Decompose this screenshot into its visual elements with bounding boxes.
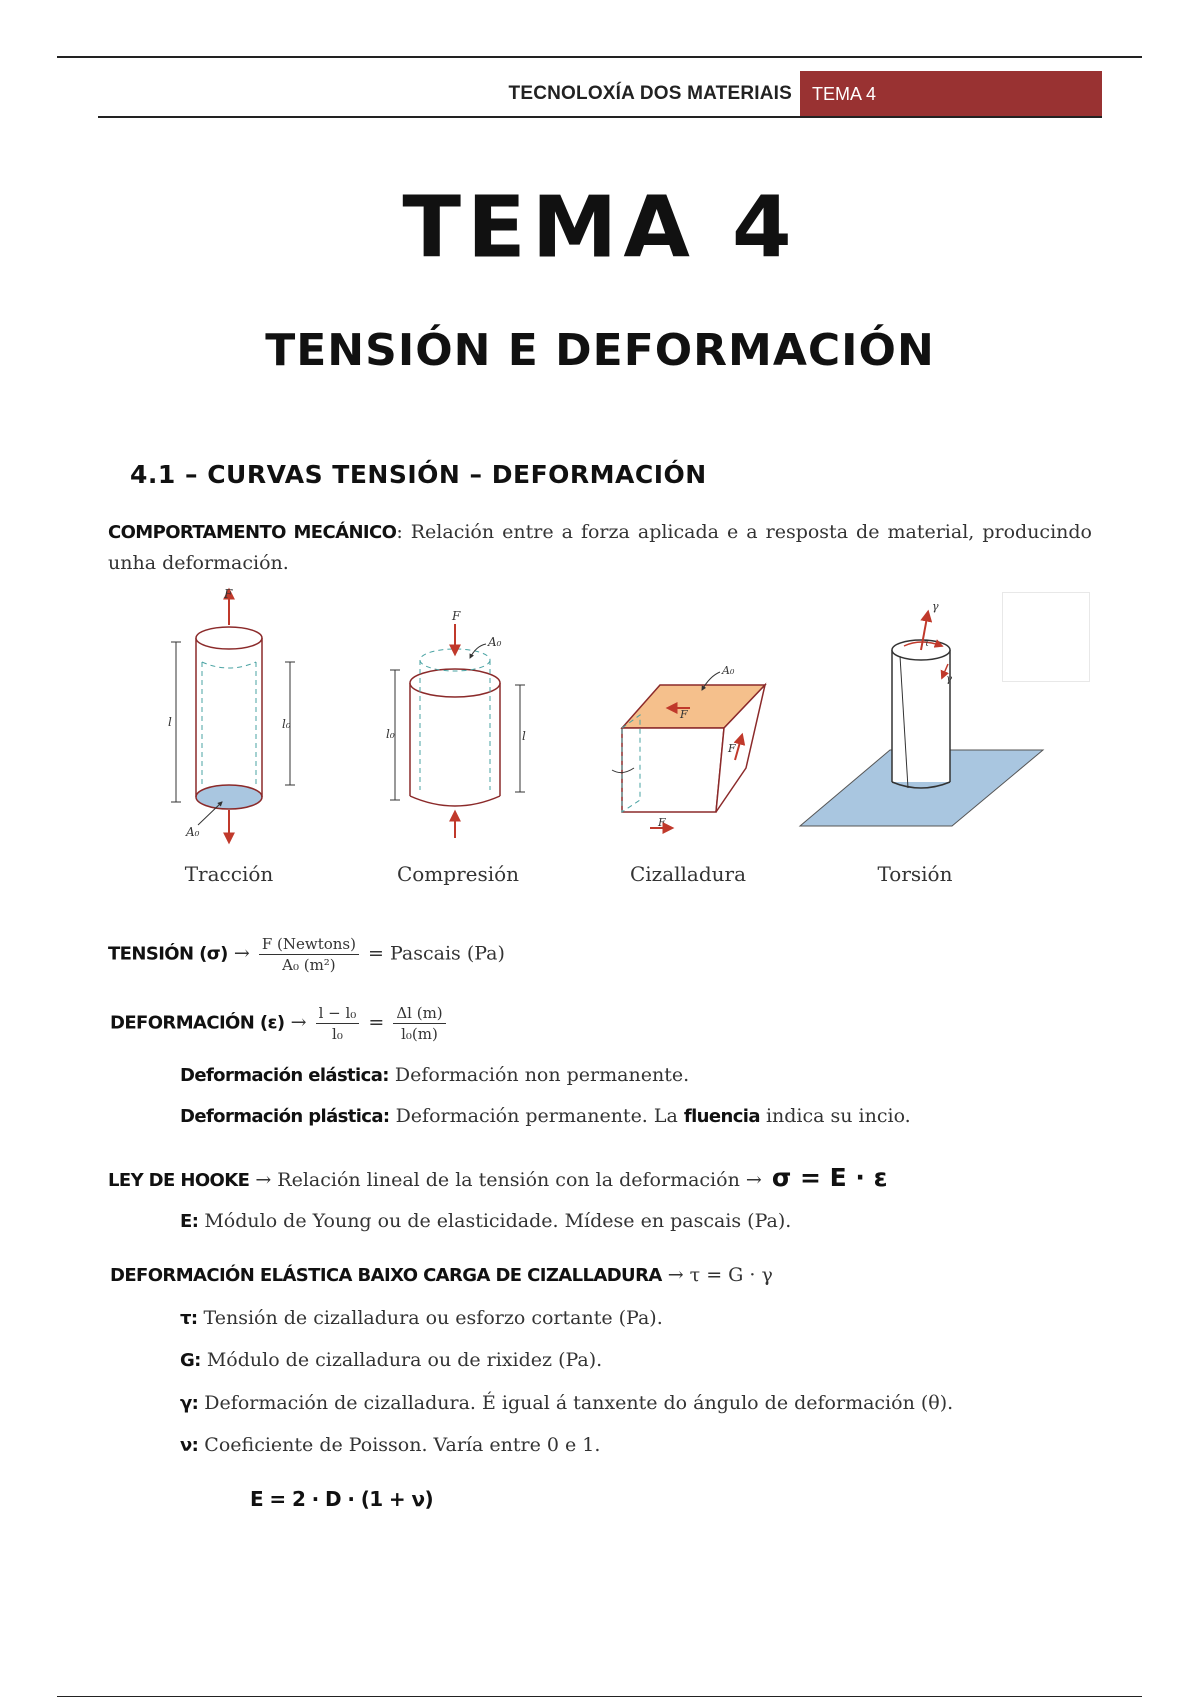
plastic-tail: indica su incio.	[759, 1105, 911, 1127]
shear-label-force-top: F	[680, 708, 688, 721]
header-subject: TECNOLOXÍA DOS MATERIAIS	[508, 83, 792, 104]
shear-item	[180, 1434, 600, 1456]
shear-item	[180, 1307, 663, 1329]
tension-fraction	[259, 935, 359, 974]
deformation-formula	[110, 1004, 449, 1043]
caption-shear: Cizalladura	[629, 862, 747, 886]
young-modulus-line	[180, 1210, 791, 1232]
torsion-label-gamma: γ	[932, 600, 939, 613]
traction-label-l0: l₀	[282, 717, 291, 731]
tension-result: = Pascais (Pa)	[368, 942, 505, 965]
deformation-num-1: l − l₀	[316, 1004, 360, 1024]
shear-item-text: Deformación de cizalladura. É igual á tanxente do ángulo de deformación (θ).	[198, 1392, 954, 1414]
shear-item-term: G:	[180, 1350, 201, 1371]
shear-item	[180, 1349, 602, 1371]
tension-formula	[108, 935, 505, 974]
header-badge	[800, 71, 1102, 117]
torsion-label-gamma-side: γ	[946, 674, 952, 685]
shear-item-term: ν:	[180, 1435, 199, 1456]
young-term: E:	[180, 1211, 199, 1232]
traction-label-force: F	[224, 587, 233, 601]
tension-denominator: A₀ (m²)	[282, 956, 336, 974]
elastic-text: Deformación non permanente.	[388, 1064, 690, 1086]
section-title: 4.1 – CURVAS TENSIÓN – DEFORMACIÓN	[130, 460, 707, 489]
shear-label-a0: A₀	[722, 664, 735, 677]
traction-label-a0: A₀	[186, 825, 200, 839]
tension-numerator: F (Newtons)	[259, 935, 359, 955]
traction-base	[196, 785, 262, 809]
header-underline	[98, 116, 1102, 118]
plastic-term: Deformación plástica:	[180, 1106, 390, 1127]
shear-line	[110, 1264, 773, 1286]
caption-compression: Compresión	[396, 862, 520, 886]
plastic-text: Deformación permanente. La	[389, 1105, 684, 1127]
tension-label: TENSIÓN (σ)	[108, 943, 228, 965]
page-title: TEMA 4	[402, 179, 798, 277]
top-rule	[57, 56, 1142, 58]
shear-item-text: Módulo de cizalladura ou de rixidez (Pa).	[200, 1349, 603, 1371]
hooke-text: → Relación lineal de la tensión con la deformación →	[249, 1169, 768, 1191]
hooke-label: LEY DE HOOKE	[108, 1170, 250, 1191]
shear-item-text: Tensión de cizalladura ou esforzo cortante (Pa).	[197, 1307, 663, 1329]
compression-label-a0: A₀	[488, 635, 502, 649]
plastic-deformation-line	[180, 1105, 911, 1127]
deformation-equals: =	[368, 1011, 385, 1034]
shear-label-force-side: F	[728, 742, 736, 755]
compression-figure	[386, 609, 526, 838]
poisson-formula-text: E = 2 · D · (1 + ν)	[250, 1487, 434, 1511]
deformation-den-1: l₀	[332, 1025, 343, 1043]
shear-item-term: τ:	[180, 1308, 198, 1329]
compression-label-l: l	[522, 729, 526, 743]
shear-label-force-bottom: F	[658, 816, 666, 829]
poisson-formula	[250, 1487, 433, 1511]
hooke-equation: σ = E · ε	[771, 1163, 888, 1192]
shear-item-text: Coeficiente de Poisson. Varía entre 0 e 1.	[198, 1434, 601, 1456]
compression-label-force: F	[452, 609, 461, 623]
caption-torsion: Torsión	[877, 862, 953, 886]
deformation-fraction-2	[393, 1004, 445, 1043]
tension-arrow: →	[233, 942, 250, 965]
shear-item	[180, 1392, 953, 1414]
traction-figure	[168, 587, 295, 842]
torsion-label-tau: τ	[924, 638, 930, 649]
deformation-label: DEFORMACIÓN (ε)	[110, 1012, 285, 1034]
shear-item-term: γ:	[180, 1393, 199, 1414]
shear-text: → τ = G · γ	[661, 1264, 773, 1286]
young-text: Módulo de Young ou de elasticidade. Mídese en pascais (Pa).	[198, 1210, 792, 1232]
deformation-fraction-1	[316, 1004, 360, 1043]
bottom-rule	[57, 1696, 1142, 1697]
shear-label: DEFORMACIÓN ELÁSTICA BAIXO CARGA DE CIZALLADURA	[110, 1265, 662, 1286]
caption-traction: Tracción	[184, 862, 274, 886]
intro-term: COMPORTAMENTO MECÁNICO	[108, 522, 397, 543]
hooke-line	[108, 1163, 888, 1192]
elastic-deformation-line	[180, 1064, 689, 1086]
empty-figure-frame	[1002, 592, 1090, 682]
elastic-term: Deformación elástica:	[180, 1065, 389, 1086]
deformation-den-2: l₀(m)	[401, 1025, 438, 1043]
deformation-num-2: Δl (m)	[393, 1004, 445, 1024]
compression-label-l0: l₀	[386, 727, 395, 741]
plastic-bold: fluencia	[683, 1106, 760, 1127]
intro-paragraph	[108, 517, 1092, 578]
shear-figure	[612, 664, 765, 829]
intro-text: : Relación entre a forza aplicada e a resposta de material, producindo unha deformación.	[108, 521, 1092, 574]
deformation-arrow: →	[290, 1011, 307, 1034]
traction-label-l: l	[168, 715, 172, 729]
header-badge-label: TEMA 4	[812, 84, 877, 104]
page-subtitle: TENSIÓN E DEFORMACIÓN	[265, 325, 935, 376]
